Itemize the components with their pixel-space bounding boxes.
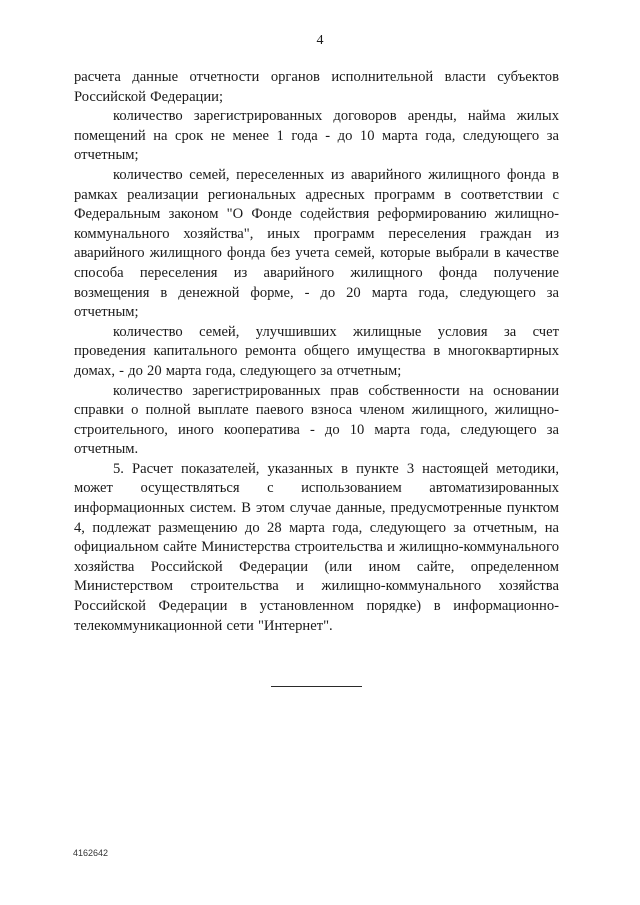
paragraph-item-5: 5. Расчет показателей, указанных в пункте 3 настоящей методики, может осуществляться с использованием автоматизированных информационных систем. В этом случае данные, предусмотренные пунктом 4, подлежат размещению до 28 марта года, следующего за отчетным, на официальном сайте Министерства строительства и жилищно-коммунального хозяйства Российской Федерации (или ином сайте, определенном Министерством строительства и жилищно-коммунального хозяйства Российской Федерации в установленном порядке) в информационно-телекоммуникационной сети "Интернет". [74, 460, 559, 634]
document-body [74, 68, 559, 636]
paragraph-continuation: расчета данные отчетности органов исполнительной власти субъектов Российской Федерации; [74, 69, 559, 105]
paragraph-cooperative-ownership: количество зарегистрированных прав собственности на основании справки о полной выплате паевого взноса членом жилищного, жилищно-строительного, иного кооператива - до 10 марта года, следующего за отчетным. [74, 382, 559, 458]
paragraph-lease-contracts: количество зарегистрированных договоров аренды, найма жилых помещений на срок не менее 1 года - до 10 марта года, следующего за отчетным; [74, 108, 559, 164]
end-divider [271, 686, 362, 687]
paragraph-capital-repair: количество семей, улучшивших жилищные условия за счет проведения капитального ремонта общего имущества в многоквартирных домах, - до 20 марта года, следующего за отчетным; [74, 323, 559, 379]
document-id: 4162642 [73, 848, 109, 858]
page-number: 4 [316, 33, 324, 48]
paragraph-resettled-families: количество семей, переселенных из аварийного жилищного фонда в рамках реализации региональных адресных программ в соответствии с Федеральным законом "О Фонде содействия реформированию жилищно-коммунального хозяйства", иных программ переселения граждан из аварийного жилищного фонда без учета семей, которые выбрали в качестве способа переселения из аварийного жилищного фонда получение возмещения в денежной форме, - до 20 марта года, следующего за отчетным; [74, 166, 559, 321]
